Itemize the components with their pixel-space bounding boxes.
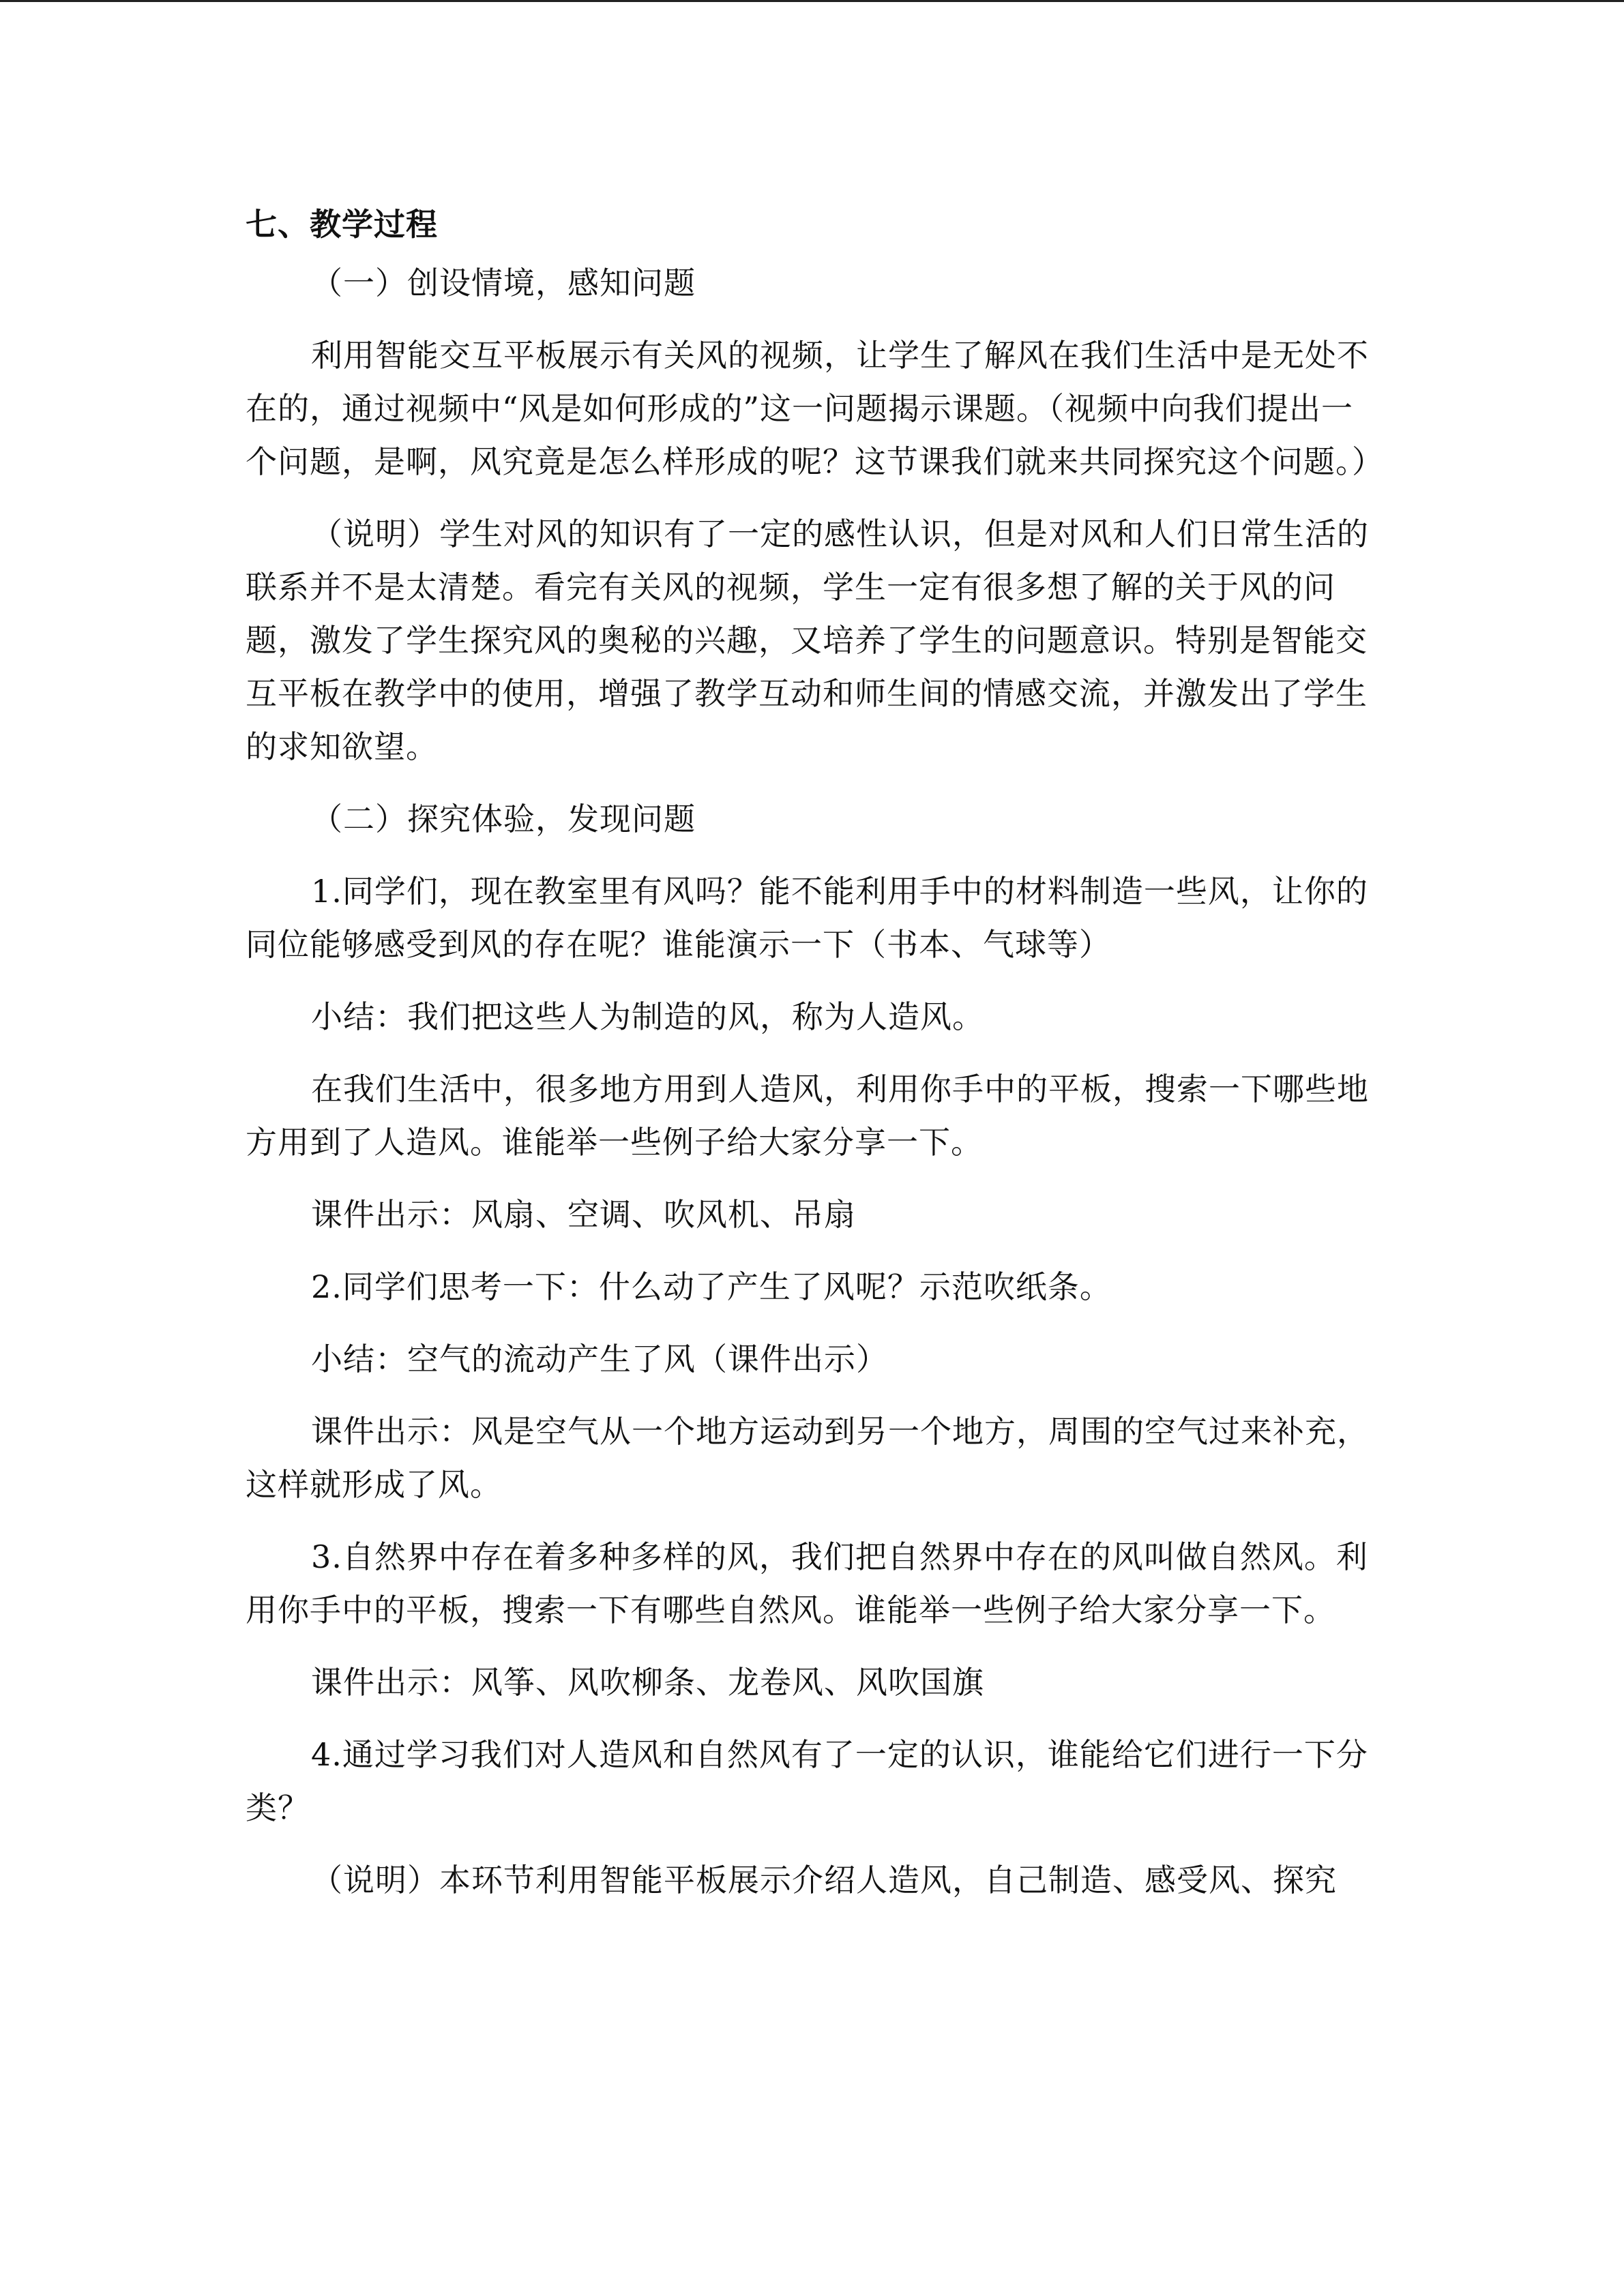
part2-slide1: 课件出示：风扇、空调、吹风机、吊扇 — [311, 1196, 856, 1233]
part2-slide2: 课件出示：风是空气从一个地方运动到另一个地方，周围的空气过来补充，这样就形成了风。 — [246, 1413, 1369, 1503]
part1-paragraph: 利用智能交互平板展示有关风的视频，让学生了解风在我们生活中是无处不在的，通过视频中“风是如何形成的”这一问题揭示课题。（视频中向我们提出一个问题，是啊，风究竟是怎么样形成的呢？这节课我们就来共同探究这个问题。） — [246, 337, 1384, 480]
part2-summary2: 小结：空气的流动产生了风（课件出示） — [311, 1341, 888, 1377]
part2-summary1: 小结：我们把这些人为制造的风，称为人造风。 — [311, 998, 984, 1035]
part2-step4: 4.通过学习我们对人造风和自然风有了一定的认识，谁能给它们进行一下分类？ — [246, 1736, 1368, 1826]
part1-note: （说明）学生对风的知识有了一定的感性认识，但是对风和人们日常生活的联系并不是太清楚。看完有关风的视频，学生一定有很多想了解的关于风的问题，激发了学生探究风的奥秘的兴趣，又培养了学生的问题意识。特别是智能交互平板在教学中的使用，增强了教学互动和师生间的情感交流，并激发出了学生的求知欲望。 — [246, 516, 1369, 765]
page-top-border — [0, 0, 1624, 2]
part2-heading: （二）探究体验，发现问题 — [311, 801, 696, 837]
section-title: 七、教学过程 — [246, 206, 438, 243]
part2-search-artificial: 在我们生活中，很多地方用到人造风，利用你手中的平板，搜索一下哪些地方用到了人造风。谁能举一些例子给大家分享一下。 — [246, 1071, 1369, 1161]
part2-step3: 3.自然界中存在着多种多样的风，我们把自然界中存在的风叫做自然风。利用你手中的平板，搜索一下有哪些自然风。谁能举一些例子给大家分享一下。 — [246, 1538, 1368, 1628]
part2-slide3: 课件出示：风筝、风吹柳条、龙卷风、风吹国旗 — [311, 1664, 984, 1701]
part1-heading: （一）创设情境，感知问题 — [311, 265, 696, 301]
part2-step1: 1.同学们，现在教室里有风吗？能不能利用手中的材料制造一些风，让你的同位能够感受到风的存在呢？谁能演示一下（书本、气球等） — [246, 873, 1368, 963]
part2-step2: 2.同学们思考一下：什么动了产生了风呢？示范吹纸条。 — [311, 1268, 1112, 1305]
document-page — [246, 198, 1384, 1926]
part2-note: （说明）本环节利用智能平板展示介绍人造风，自己制造、感受风、探究 — [311, 1862, 1337, 1898]
